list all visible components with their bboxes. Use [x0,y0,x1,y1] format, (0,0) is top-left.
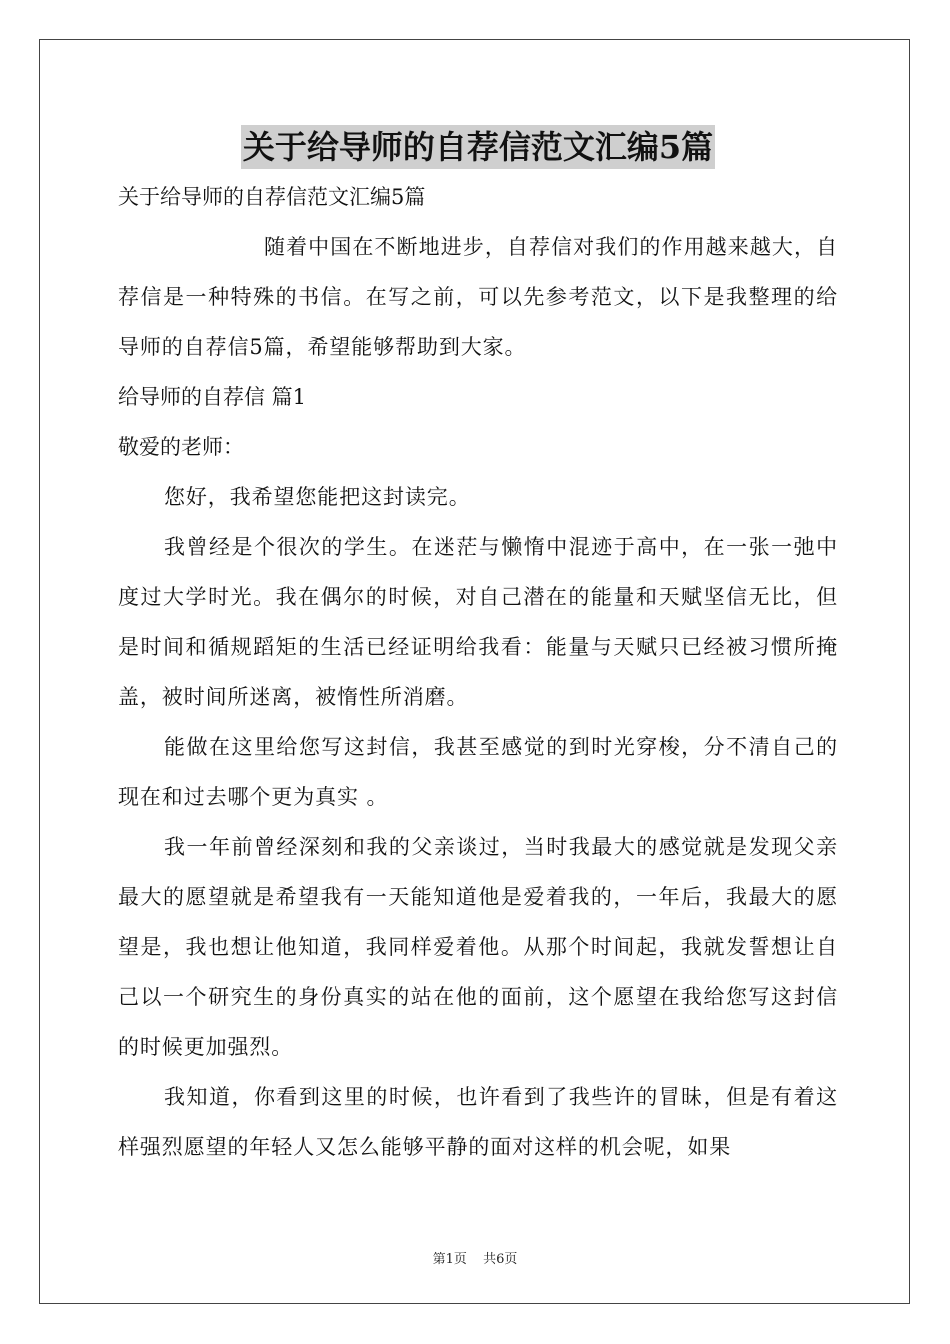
document-title [118,122,838,172]
body-paragraph: 我知道，你看到这里的时候，也许看到了我些许的冒昧，但是有着这样强烈愿望的年轻人又怎么能够平静的面对这样的机会呢，如果 [118,1085,838,1159]
salutation: 敬爱的老师： [118,435,244,459]
document-body [118,122,838,1172]
body-paragraph: 能做在这里给您写这封信，我甚至感觉的到时光穿梭，分不清自己的现在和过去哪个更为真实 。 [118,735,838,809]
subtitle: 关于给导师的自荐信范文汇编5篇 [118,185,426,209]
page-total: 共6页 [483,1252,518,1267]
intro-paragraph: 随着中国在不断地进步，自荐信对我们的作用越来越大，自荐信是一种特殊的书信。在写之前，可以先参考范文，以下是我整理的给导师的自荐信5篇，希望能够帮助到大家。 [118,235,838,359]
body-paragraph: 您好，我希望您能把这封读完。 [164,485,471,509]
page-number: 第1页 [432,1252,467,1267]
body-paragraph: 我一年前曾经深刻和我的父亲谈过，当时我最大的感觉就是发现父亲最大的愿望就是希望我有一天能知道他是爱着我的，一年后，我最大的愿望是，我也想让他知道，我同样爱着他。从那个时间起，我就发誓想让自己以一个研究生的身份真实的站在他的面前，这个愿望在我给您写这封信的时候更加强烈。 [118,835,838,1059]
body-paragraph: 我曾经是个很次的学生。在迷茫与懒惰中混迹于高中，在一张一弛中度过大学时光。我在偶尔的时候，对自己潜在的能量和天赋坚信无比，但是时间和循规蹈矩的生活已经证明给我看：能量与天赋只已经被习惯所掩盖，被时间所迷离，被惰性所消磨。 [118,535,838,709]
title-text: 关于给导师的自荐信范文汇编5篇 [241,125,715,169]
page-footer [0,1248,950,1267]
section-heading: 给导师的自荐信 篇1 [118,385,307,409]
